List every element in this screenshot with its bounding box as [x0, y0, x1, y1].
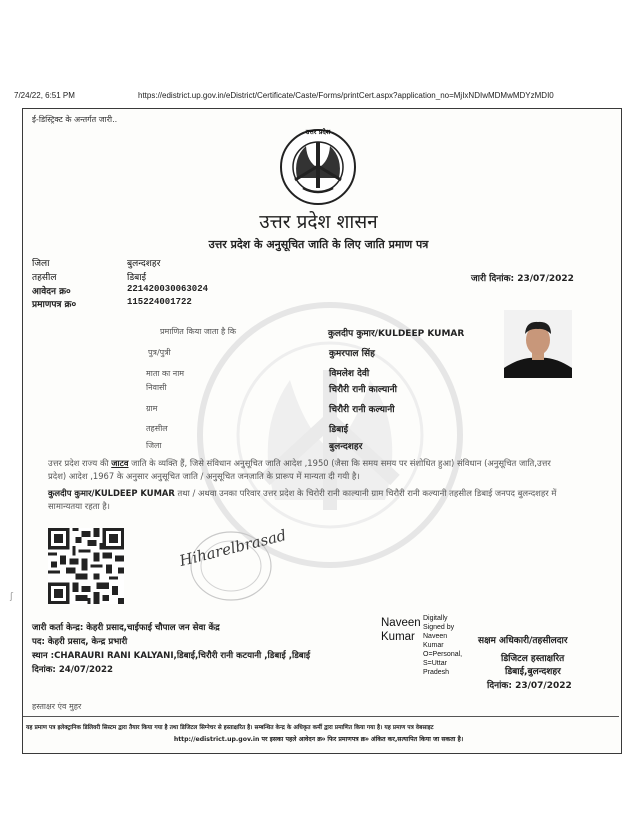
residence-paragraph [48, 487, 568, 513]
info-application-value: 221420030063024 [127, 284, 209, 294]
field-value-tehsil: डिबाई [329, 425, 349, 435]
footer-line-1: यह प्रमाण पत्र इलेक्ट्रानिक डिलिवरी सिस्टम द्वारा तैयार किया गया है तथा डिजिटल सिग्नेचर से हस्ताक्षरित है। सम्बन्धित केन्द्र के अधिकृत कर्मी द्वारा प्रमाणित किया गया है। यह प्रमाण पत्र वेबसाइट [26, 725, 434, 731]
info-tehsil-value: डिबाई [127, 273, 147, 283]
field-label-resident: निवासी [146, 383, 167, 392]
digital-signature-note: Digitally Signed by Naveen Kumar O=Personal, S=Uttar Pradesh [423, 615, 463, 676]
field-value-district: बुलन्दशहर [329, 442, 363, 452]
doc-title: उत्तर प्रदेश शासन [259, 211, 378, 233]
field-value-mother: विमलेश देवी [329, 369, 370, 379]
info-tehsil-label: तहसील [32, 273, 57, 283]
qr-code [48, 528, 124, 604]
doc-subtitle: उत्तर प्रदेश के अनुसूचित जाति के लिए जाति प्रमाण पत्र [208, 238, 429, 251]
footer-line-2: http://edistrict.up.gov.in पर इसका पहले आवेदन क्र० फिर प्रमाणपत्र क्र० अंकित कर,सत्यापित किया जा सकता है। [173, 736, 464, 743]
field-value-resident: चिरौरी रानी काल्यानी [329, 385, 397, 395]
info-certificate-value: 115224001722 [127, 297, 192, 307]
issuer-post: पद: केहरी प्रसाद, केन्द्र प्रभारी [32, 637, 128, 647]
print-url: https://edistrict.up.gov.in/eDistrict/Certificate/Caste/Forms/printCert.aspx?application_no=MjIxNDIwMDMwMDYzMDI0 [138, 91, 554, 100]
authority-date: दिनांक: 23/07/2022 [487, 681, 572, 691]
para1-rest: जाति के व्यक्ति हैं, जिसे संविधान अनुसूचित जाति आदेश ,1950 (जैसा कि समय समय पर संशोधित हुआ) संविधान (अनुसूचित जाति,उत्तर प्रदेश) आदेश ,1967 के अनुसार अनुसूचित जाति / अनुसूचित जनजाति के प्रारूप में मान्यता दी गयी है। [48, 458, 551, 481]
field-label-village: ग्राम [146, 404, 158, 413]
field-label-district: जिला [146, 441, 162, 450]
issuer-center: जारी कर्ता केन्द्र: केहरी प्रसाद,चाईफाई चौपाल जन सेवा केंद्र [32, 623, 220, 633]
authority-sign: डिजिटल हस्ताक्षरित [501, 654, 565, 664]
issuer-place: स्थान :CHARAURI RANI KALYANI,डिबाई,चिरौरी रानी कटयानी ,डिबाई ,डिबाई [32, 651, 311, 661]
field-label-mother: माता का नाम [146, 369, 185, 378]
para2-name: कुलदीप कुमार/KULDEEP KUMAR [48, 488, 175, 498]
applicant-photo [504, 310, 572, 378]
info-district-label: जिला [32, 259, 50, 269]
handwritten-signature: Hiharelbrasad [177, 526, 289, 570]
footer-divider [23, 716, 619, 717]
caste-paragraph [48, 457, 568, 483]
print-datetime: 7/24/22, 6:51 PM [14, 91, 75, 100]
field-label-certify: प्रमाणित किया जाता है कि [160, 327, 237, 336]
digital-signer-name: Naveen Kumar [381, 617, 421, 643]
up-seal-icon [279, 128, 357, 206]
info-district-value: बुलन्दशहर [127, 259, 161, 269]
caste-name: जाटव [111, 458, 129, 468]
field-label-son-of: पुत्र/पुत्री [148, 348, 171, 357]
info-application-label: आवेदन क्र० [32, 287, 71, 297]
issue-date: जारी दिनांक: 23/07/2022 [471, 274, 574, 284]
field-label-tehsil: तहसील [146, 424, 168, 433]
margin-mark: ʃ [10, 592, 14, 602]
top-note: ई-डिस्ट्रिक्ट के अन्तर्गत जारी.. [32, 115, 118, 124]
seal-caption: उत्तर प्रदेश [305, 128, 331, 136]
authority-title: सक्षम अधिकारी/तहसीलदार [478, 636, 568, 646]
signature-seal-label: हस्ताक्षर एंव मुहर [32, 702, 82, 711]
info-certificate-label: प्रमाणपत्र क्र० [32, 300, 77, 310]
authority-place: डिबाई,बुलन्दशहर [505, 667, 561, 677]
field-value-name: कुलदीप कुमार/KULDEEP KUMAR [328, 329, 465, 339]
issuer-date: दिनांक: 24/07/2022 [32, 665, 113, 675]
field-value-father: कुमरपाल सिंह [329, 349, 375, 359]
para2-rest: तथा / अथवा उनका परिवार उत्तर प्रदेश के चिरोरी रानी काल्यानी ग्राम चिरौरी रानी कल्यानी तहसील डिबाई जनपद बुलन्दशहर में सामान्यतया रहता है। [48, 488, 557, 511]
field-value-village: चिरौरी रानी कल्यानी [329, 405, 395, 415]
para1-lead: उत्तर प्रदेश राज्य की [48, 458, 109, 468]
